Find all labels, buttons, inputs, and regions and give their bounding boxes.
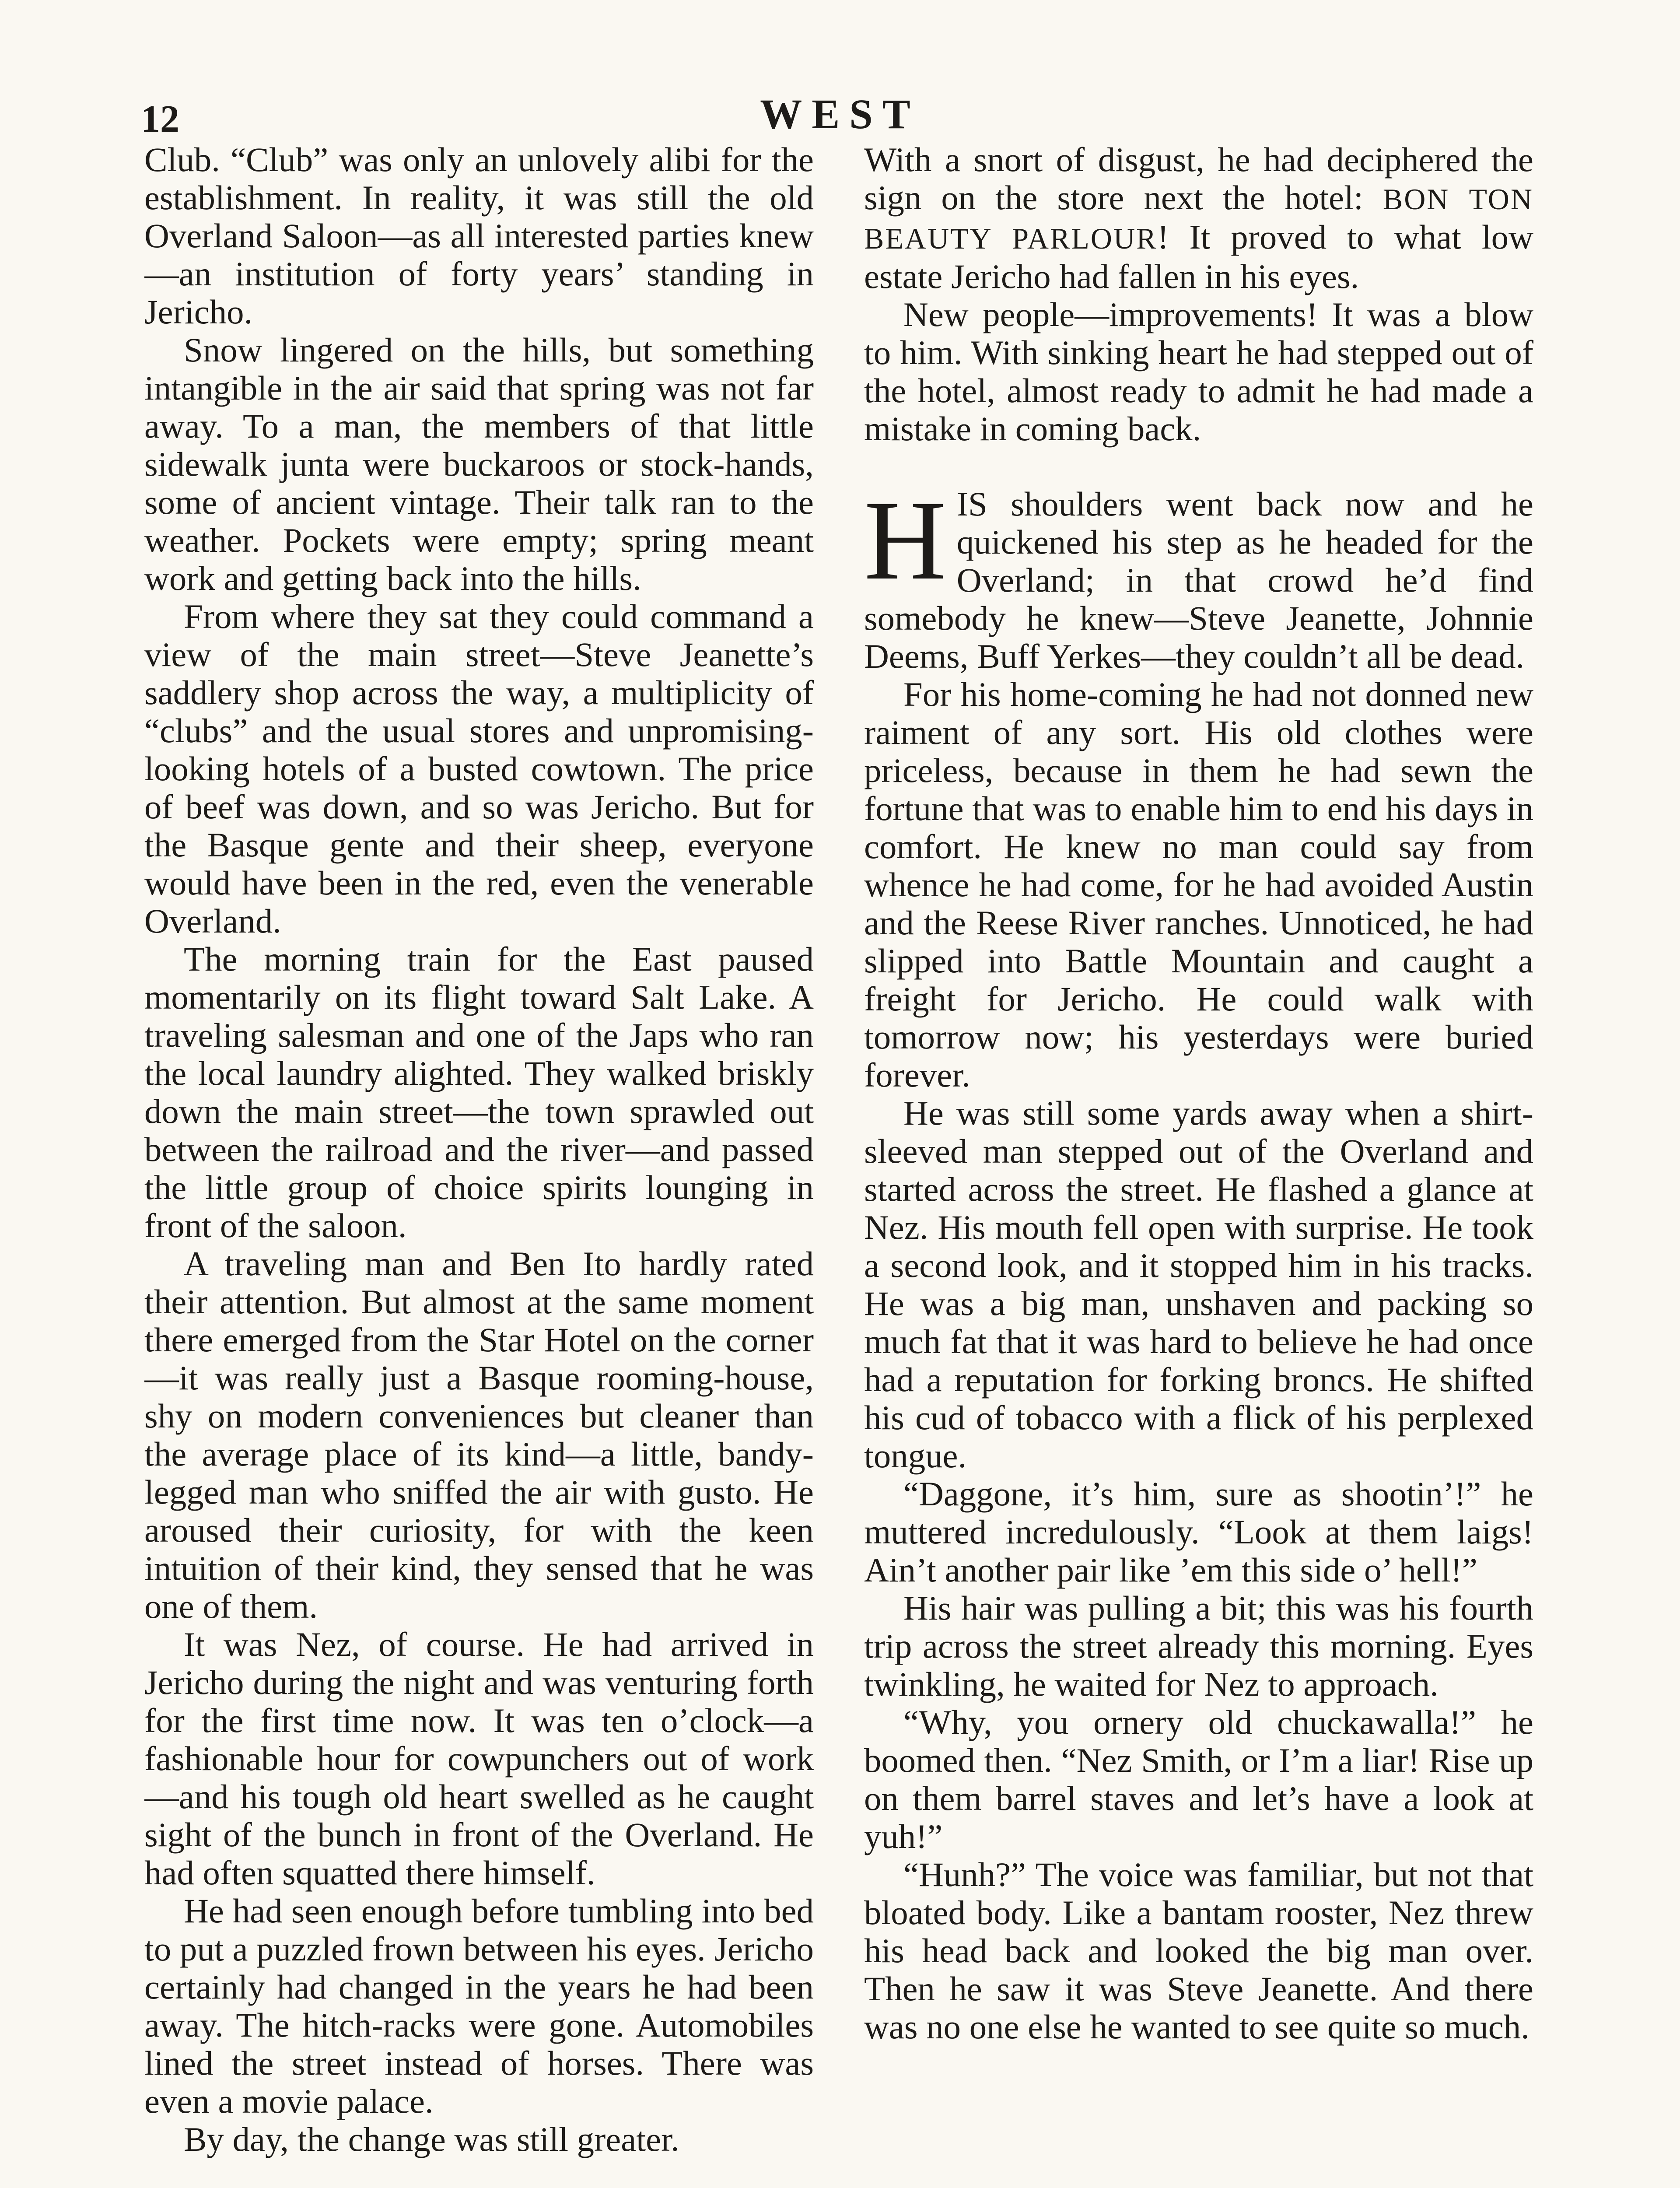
paragraph: “Why, you ornery old chuckawalla!” he boomed then. “Nez Smith, or I’m a liar! Rise up on them barrel staves and let’s have a look at yuh!” xyxy=(864,1704,1533,1856)
paragraph: He was still some yards away when a shirt-sleeved man stepped out of the Overland and started across the street. He flashed a glance at Nez. His mouth fell open with surprise. He took a second look, and it stopped him in his tracks. He was a big man, unshaven and packing so much fat that it was hard to believe he had once had a reputation for forking broncs. He shifted his cud of tobacco with a flick of his perplexed tongue. xyxy=(864,1094,1533,1475)
page-header xyxy=(0,0,1680,158)
paragraph: Snow lingered on the hills, but something intangible in the air said that spring was not far away. To a man, the members of that little sidewalk junta were buckaroos or stock-hands, some of ancient vintage. Their talk ran to the weather. Pockets were empty; spring meant work and getting back into the hills. xyxy=(144,331,814,598)
paragraph: For his home-coming he had not donned new raiment of any sort. His old clothes were priceless, because in them he had sewn the fortune that was to enable him to end his days in comfort. He knew no man could say from whence he had come, for he had avoided Austin and the Reese River ranches. Unnoticed, he had slipped into Battle Mountain and caught a freight for Jericho. He could walk with tomorrow now; his yesterdays were buried forever. xyxy=(864,676,1533,1094)
paragraph: He had seen enough before tumbling into bed to put a puzzled frown between his eyes. Jericho certainly had changed in the years he had been away. The hitch-racks were gone. Automobiles lined the street instead of horses. There was even a movie palace. xyxy=(144,1892,814,2121)
paragraph: From where they sat they could command a view of the main street—Steve Jeanette’s saddlery shop across the way, a multiplicity of “clubs” and the usual stores and unpromising-looking hotels of a busted cowtown. The price of beef was down, and so was Jericho. But for the Basque gente and their sheep, everyone would have been in the red, even the venerable Overland. xyxy=(144,598,814,940)
paragraph-text: With a snort of disgust, he had deciphered the sign on the store next the hotel: xyxy=(864,141,1533,217)
paragraph xyxy=(864,141,1533,296)
paragraph-text: ! It proved to what low estate Jericho had fallen in his eyes. xyxy=(864,218,1533,296)
paragraph: By day, the change was still greater. xyxy=(184,2121,679,2159)
page-number: 12 xyxy=(141,98,179,140)
paragraph: His hair was pulling a bit; this was his fourth trip across the street already this morning. Eyes twinkling, he waited for Nez to approach. xyxy=(864,1589,1533,1704)
paragraph: “Daggone, it’s him, sure as shootin’!” he muttered incredulously. “Look at them laigs! Ain’t another pair like ’em this side o’ hell!” xyxy=(864,1475,1533,1589)
sign-text: BON TON BEAUTY PARLOUR xyxy=(864,182,1533,255)
section-opening xyxy=(864,477,1533,676)
right-column xyxy=(864,141,1533,2188)
paragraph: “Hunh?” The voice was familiar, but not that bloated body. Like a bantam rooster, Nez threw his head back and looked the big man over. Then he saw it was Steve Jeanette. And there was no one else he wanted to see quite so much. xyxy=(864,1856,1533,2046)
running-head: WEST xyxy=(760,91,920,137)
paragraph-text: IS shoulders went back now and he quickened his step as he headed for the Overland; in that crowd he’d find somebody he knew—Steve Jeanette, Johnnie Deems, Buff Yerkes—they couldn’t all be dead. xyxy=(864,485,1533,676)
paragraph: Club. “Club” was only an unlovely alibi for the establishment. In reality, it was still the old Overland Saloon—as all interested parties knew—an institution of forty years’ standing in Jericho. xyxy=(144,141,814,331)
drop-cap: H xyxy=(864,477,946,603)
left-column xyxy=(144,141,814,2188)
paragraph: New people—improvements! It was a blow to him. With sinking heart he had stepped out of the hotel, almost ready to admit he had made a mistake in coming back. xyxy=(864,296,1533,448)
paragraph: It was Nez, of course. He had arrived in Jericho during the night and was venturing forth for the first time now. It was ten o’clock—a fashionable hour for cowpunchers out of work—and his tough old heart swelled as he caught sight of the bunch in front of the Overland. He had often squatted there himself. xyxy=(144,1626,814,1892)
paragraph: The morning train for the East paused momentarily on its flight toward Salt Lake. A traveling salesman and one of the Japs who ran the local laundry alighted. They walked briskly down the main street—the town sprawled out between the railroad and the river—and passed the little group of choice spirits lounging in front of the saloon. xyxy=(144,940,814,1245)
paragraph: A traveling man and Ben Ito hardly rated their attention. But almost at the same moment there emerged from the Star Hotel on the corner—it was really just a Basque rooming-house, shy on modern conveniences but cleaner than the average place of its kind—a little, bandy-legged man who sniffed the air with gusto. He aroused their curiosity, for with the keen intuition of their kind, they sensed that he was one of them. xyxy=(144,1245,814,1626)
